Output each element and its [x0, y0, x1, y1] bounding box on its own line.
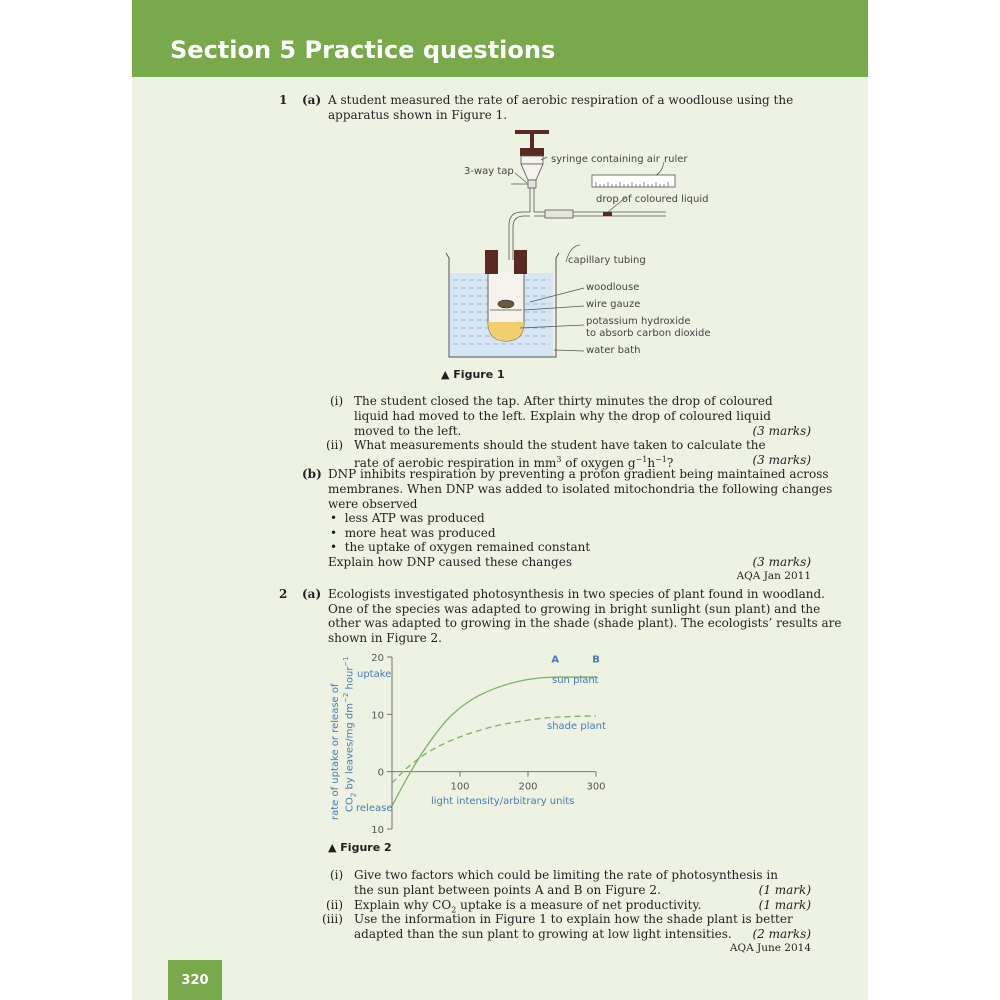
q1-i-line1: The student closed the tap. After thirty minutes the drop of coloured [354, 394, 773, 408]
q1-a-line2: apparatus shown in Figure 1. [328, 108, 508, 122]
q1-i-line2: liquid had moved to the left. Explain why the drop of coloured liquid [354, 409, 771, 423]
q1-b-final: Explain how DNP caused these changes [328, 555, 572, 569]
q2-number: 2 [279, 587, 288, 601]
label-water-bath: water bath [586, 345, 641, 356]
q1-a-line1: A student measured the rate of aerobic respiration of a woodlouse using the [328, 93, 794, 107]
q1-i-line3: moved to the left. [354, 424, 462, 438]
label-ruler: ruler [664, 154, 688, 165]
q1-ii-marks: (3 marks) [752, 453, 811, 467]
triangle-icon: ▲ [441, 368, 454, 381]
sun-plant-curve [392, 677, 596, 806]
y-tick-label: 0 [377, 767, 384, 779]
figure1-caption: ▲ Figure 1 [441, 368, 505, 381]
q1-b-line1: DNP inhibits respiration by preventing a proton gradient being maintained across [328, 467, 829, 481]
q2-a-line4: shown in Figure 2. [328, 631, 442, 645]
q2-i-label: (i) [330, 868, 344, 882]
q1-b-line2: membranes. When DNP was added to isolated mitochondria the following changes [328, 482, 833, 496]
chart-ylabel-line2: $CO_2$ by leaves/mg $dm^{-2}$ hour$^{-1}$ [342, 656, 358, 812]
x-tick-label: 300 [586, 781, 606, 793]
series-label-shade-plant: shade plant [547, 721, 606, 732]
q1-ii-line2: rate of aerobic respiration in $mm^3$ of oxygen $g^{-1}h^{-1}$? [354, 455, 674, 470]
q2-a-line1: Ecologists investigated photosynthesis in two species of plant found in woodland. [328, 587, 825, 601]
q1-b-bullet-2: • more heat was produced [330, 526, 496, 540]
y-tick-label: 10 [371, 825, 384, 836]
bullet-icon: • [330, 540, 345, 554]
figure2-caption: ▲ Figure 2 [328, 841, 392, 854]
q1-b-bullet-3: • the uptake of oxygen remained constant [330, 540, 591, 554]
q1-i-marks: (3 marks) [752, 424, 811, 438]
q2-a-line2: One of the species was adapted to growing in bright sunlight (sun plant) and the [328, 602, 821, 616]
bullet-icon: • [330, 526, 345, 540]
label-3-way-tap: 3-way tap [464, 166, 514, 177]
q1-b-line3: were observed [328, 497, 418, 511]
series-label-sun-plant: sun plant [552, 675, 599, 686]
section-title: Section 5 Practice questions [170, 36, 556, 64]
label-drop: drop of coloured liquid [596, 194, 709, 205]
q1-b-bullet-1: • less ATP was produced [330, 511, 485, 525]
q2-i-line2: the sun plant between points A and B on Figure 2. [354, 883, 661, 897]
q1-b-label: (b) [302, 467, 322, 481]
q2-ii-line: Explain why $CO_2$ uptake is a measure of net productivity. [354, 898, 702, 915]
label-koh-2: to absorb carbon dioxide [586, 328, 711, 339]
point-label-a: A [551, 654, 560, 666]
q2-iii-line1: Use the information in Figure 1 to explain how the shade plant is better [354, 912, 793, 926]
q1-b-marks: (3 marks) [752, 555, 811, 569]
point-label-b: B [592, 654, 600, 666]
label-syringe: syringe containing air [551, 154, 660, 165]
q1-ii-label: (ii) [326, 438, 344, 452]
q1-a-label: (a) [302, 93, 322, 107]
label-woodlouse: woodlouse [586, 282, 640, 293]
label-koh-1: potassium hydroxide [586, 316, 691, 327]
q2-source: AQA June 2014 [729, 942, 811, 954]
y-tick-label: 20 [371, 653, 384, 664]
q1-source: AQA Jan 2011 [736, 570, 811, 582]
chart-ylabel-line1: rate of uptake or release of [330, 683, 341, 820]
chart-uptake-label: uptake [357, 669, 392, 680]
q2-i-marks: (1 mark) [758, 883, 811, 897]
chart-xlabel: light intensity/arbitrary units [431, 796, 575, 807]
x-tick-label: 100 [450, 781, 470, 793]
q2-iii-line2: adapted than the sun plant to growing at low light intensities. [354, 927, 732, 941]
q1-ii-line1: What measurements should the student have taken to calculate the [354, 438, 766, 452]
q1-number: 1 [279, 93, 288, 107]
q2-i-line1: Give two factors which could be limiting the rate of photosynthesis in [354, 868, 778, 882]
bullet-icon: • [330, 511, 345, 525]
page-number: 320 [168, 960, 222, 1000]
q2-iii-marks: (2 marks) [752, 927, 811, 941]
q2-iii-label: (iii) [322, 912, 343, 926]
q2-ii-label: (ii) [326, 898, 344, 912]
chart-release-label: release [356, 803, 393, 814]
q2-ii-marks: (1 mark) [758, 898, 811, 912]
q2-a-line3: other was adapted to growing in the shade (shade plant). The ecologists’ results are [328, 616, 842, 630]
triangle-icon: ▲ [328, 841, 341, 854]
x-tick-label: 200 [518, 781, 538, 793]
label-capillary: capillary tubing [568, 255, 646, 266]
q1-i-label: (i) [330, 394, 344, 408]
label-wire-gauze: wire gauze [586, 299, 641, 310]
q2-a-label: (a) [302, 587, 322, 601]
y-tick-label: 10 [371, 710, 384, 722]
